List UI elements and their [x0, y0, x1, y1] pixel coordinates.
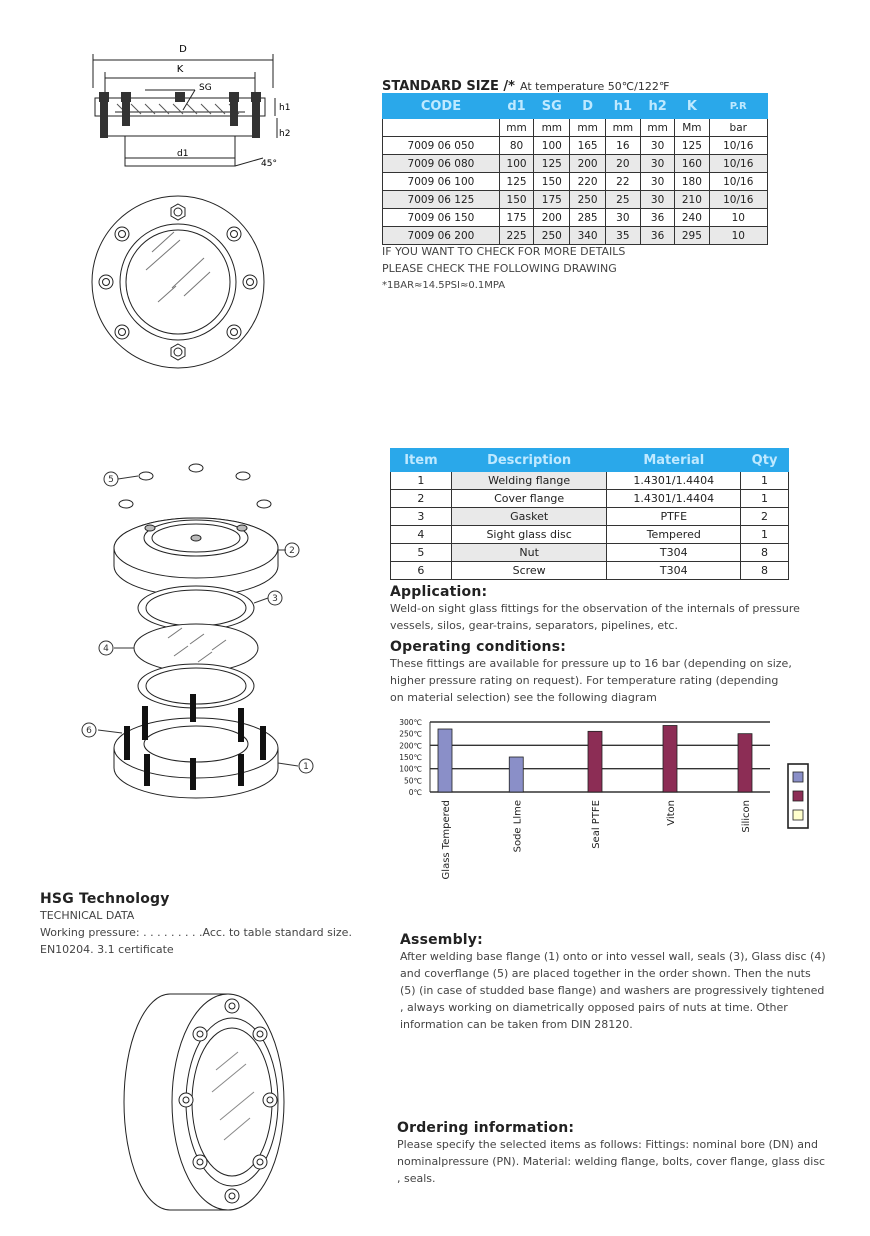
table-cell: 295 [675, 227, 709, 245]
y-tick-label: 100℃ [399, 764, 422, 774]
table-cell: Sight glass disc [451, 526, 607, 544]
table-cell: Mm [675, 119, 709, 137]
hsg-line: EN10204. 3.1 certificate [40, 943, 174, 956]
assembly-line: , always working on diametrically opposed pairs of nuts at time. Other [400, 1001, 788, 1014]
table-cell: mm [534, 119, 570, 137]
parts-table [390, 448, 789, 580]
column-header: P.R [709, 94, 767, 119]
table-cell: 10/16 [709, 155, 767, 173]
callout-6: 6 [86, 726, 92, 736]
column-header: d1 [499, 94, 533, 119]
table-cell: 125 [675, 137, 709, 155]
table-cell: 150 [534, 173, 570, 191]
y-tick-label: 250℃ [399, 729, 422, 739]
ordering-section [397, 1120, 837, 1187]
table-cell: 8 [741, 544, 789, 562]
y-tick-label: 300℃ [399, 718, 422, 727]
column-header: CODE [383, 94, 500, 119]
table-cell: 125 [499, 173, 533, 191]
table-cell: 10/16 [709, 191, 767, 209]
table-cell: mm [499, 119, 533, 137]
units-row [383, 119, 768, 137]
column-header: K [675, 94, 709, 119]
table-cell: 3 [391, 508, 452, 526]
table-cell: 5 [391, 544, 452, 562]
table-cell: 7009 06 050 [383, 137, 500, 155]
table-cell: 175 [499, 209, 533, 227]
table-cell: 16 [605, 137, 640, 155]
table-cell: mm [640, 119, 674, 137]
bar [663, 726, 677, 793]
table-row [391, 472, 789, 490]
label-d1: d1 [177, 149, 189, 159]
table-cell: T304 [607, 562, 741, 580]
table-cell: 340 [570, 227, 605, 245]
operating-section [390, 639, 820, 706]
note-line: *1BAR≈14.5PSI≈0.1MPA [382, 280, 506, 291]
table-row [383, 137, 768, 155]
table-cell: 6 [391, 562, 452, 580]
table-cell: 250 [534, 227, 570, 245]
table-cell: 160 [675, 155, 709, 173]
callout-3: 3 [272, 594, 278, 604]
ordering-line: Please specify the selected items as follows: Fittings: nominal bore (DN) and [397, 1138, 818, 1151]
table-cell: 30 [640, 173, 674, 191]
table-cell: 125 [534, 155, 570, 173]
callout-1: 1 [303, 762, 309, 772]
table-cell: 285 [570, 209, 605, 227]
table-cell: Cover flange [451, 490, 607, 508]
column-header: Material [607, 449, 741, 472]
bar [588, 731, 602, 792]
assembly-line: After welding base flange (1) onto or into vessel wall, seals (3), Glass disc (4) [400, 950, 826, 963]
table-row [391, 490, 789, 508]
assembly-section [400, 932, 840, 1033]
table-cell: Screw [451, 562, 607, 580]
table-header-row [391, 449, 789, 472]
callout-5: 5 [108, 475, 114, 485]
table-row [383, 173, 768, 191]
x-tick-label: Seal PTFE [591, 800, 602, 849]
table-cell: 1 [391, 472, 452, 490]
table-cell: 7009 06 080 [383, 155, 500, 173]
table-cell: Welding flange [451, 472, 607, 490]
table-header-row [383, 94, 768, 119]
column-header: D [570, 94, 605, 119]
table-cell: T304 [607, 544, 741, 562]
y-tick-label: 150℃ [399, 753, 422, 762]
table-cell: 20 [605, 155, 640, 173]
x-tick-label: Sode Llme [512, 800, 524, 853]
callout-2: 2 [289, 546, 295, 556]
table-cell: 165 [570, 137, 605, 155]
legend-swatch [793, 791, 803, 801]
y-tick-label: 200℃ [399, 741, 422, 751]
table-cell: 2 [391, 490, 452, 508]
table-row [383, 227, 768, 245]
column-header: SG [534, 94, 570, 119]
label-h1: h1 [279, 103, 291, 113]
flange-perspective-drawing [120, 990, 290, 1215]
cross-section-drawing [85, 38, 295, 173]
table-cell: 200 [570, 155, 605, 173]
ordering-title: Ordering information: [397, 1120, 575, 1136]
table-cell: 7009 06 200 [383, 227, 500, 245]
application-line: Weld-on sight glass fittings for the observation of the internals of pressure [390, 602, 800, 615]
table-cell: 220 [570, 173, 605, 191]
table-cell: 36 [640, 227, 674, 245]
table-cell [383, 119, 500, 137]
hsg-line: Working pressure: . . . . . . . . .Acc. to table standard size. [40, 926, 352, 939]
table-row [391, 508, 789, 526]
standard-size-title: STANDARD SIZE /* [382, 79, 515, 94]
table-cell: 240 [675, 209, 709, 227]
table-cell: 250 [570, 191, 605, 209]
application-line: vessels, silos, gear-trains, separators, pipelines, etc. [390, 619, 678, 632]
ordering-line: , seals. [397, 1172, 436, 1185]
table-cell: Nut [451, 544, 607, 562]
label-K: K [176, 64, 184, 75]
standard-size-table [382, 93, 768, 245]
operating-line: higher pressure rating on request). For temperature rating (depending [390, 674, 779, 687]
table-row [391, 562, 789, 580]
table-row [391, 526, 789, 544]
table-cell: 10 [709, 227, 767, 245]
x-tick-label: Silicon [741, 800, 752, 833]
table-row [383, 155, 768, 173]
standard-notes [382, 243, 625, 294]
table-cell: bar [709, 119, 767, 137]
table-cell: 100 [534, 137, 570, 155]
y-tick-label: 50℃ [404, 776, 422, 786]
operating-title: Operating conditions: [390, 639, 567, 655]
hsg-line: TECHNICAL DATA [40, 909, 135, 922]
assembly-line: and coverflange (5) are placed together in the order shown. Then the nuts [400, 967, 811, 980]
bar [738, 734, 752, 792]
hsg-title: HSG Technology [40, 891, 170, 907]
x-tick-label: Glass Tempered [441, 800, 452, 880]
table-cell: 36 [640, 209, 674, 227]
table-cell: 35 [605, 227, 640, 245]
table-cell: 10 [709, 209, 767, 227]
assembly-title: Assembly: [400, 932, 483, 948]
callout-4: 4 [103, 644, 109, 654]
column-header: h2 [640, 94, 674, 119]
x-tick-label: Viton [666, 800, 677, 826]
label-h2: h2 [279, 129, 291, 139]
exploded-view-drawing [78, 458, 328, 823]
table-cell: 80 [499, 137, 533, 155]
table-cell: 210 [675, 191, 709, 209]
application-title: Application: [390, 584, 488, 600]
table-cell: 1.4301/1.4404 [607, 472, 741, 490]
operating-line: These fittings are available for pressure up to 16 bar (depending on size, [390, 657, 792, 670]
table-cell: 1 [741, 490, 789, 508]
table-cell: 1.4301/1.4404 [607, 490, 741, 508]
label-D: D [179, 44, 187, 55]
table-cell: 10/16 [709, 137, 767, 155]
note-line: PLEASE CHECK THE FOLLOWING DRAWING [382, 262, 617, 275]
legend-swatch [793, 810, 803, 820]
table-cell: mm [570, 119, 605, 137]
flange-front-view [88, 192, 268, 372]
hsg-section [40, 891, 380, 958]
table-cell: 30 [605, 209, 640, 227]
assembly-line: information can be taken from DIN 28120. [400, 1018, 633, 1031]
bar [438, 729, 452, 792]
table-cell: 225 [499, 227, 533, 245]
label-SG: SG [199, 83, 212, 93]
table-cell: 200 [534, 209, 570, 227]
table-cell: 150 [499, 191, 533, 209]
table-cell: 30 [640, 137, 674, 155]
legend-swatch [793, 772, 803, 782]
table-cell: 30 [640, 191, 674, 209]
note-line: IF YOU WANT TO CHECK FOR MORE DETAILS [382, 245, 626, 258]
table-cell: 100 [499, 155, 533, 173]
table-cell: 7009 06 100 [383, 173, 500, 191]
column-header: Item [391, 449, 452, 472]
table-cell: PTFE [607, 508, 741, 526]
application-section [390, 584, 820, 634]
table-cell: 175 [534, 191, 570, 209]
assembly-line: (5) (in case of studded base flange) and washers are progressively tightened [400, 984, 825, 997]
table-cell: 30 [640, 155, 674, 173]
table-cell: 1 [741, 526, 789, 544]
table-cell: 1 [741, 472, 789, 490]
table-cell: Gasket [451, 508, 607, 526]
ordering-line: nominalpressure (PN). Material: welding flange, bolts, cover flange, glass disc [397, 1155, 826, 1168]
table-cell: 10/16 [709, 173, 767, 191]
label-angle: 45° [261, 159, 277, 169]
table-cell: 22 [605, 173, 640, 191]
standard-size-subtitle: At temperature 50℃/122℉ [520, 80, 670, 93]
column-header: Description [451, 449, 607, 472]
table-cell: 4 [391, 526, 452, 544]
column-header: Qty [741, 449, 789, 472]
table-cell: Tempered [607, 526, 741, 544]
table-cell: mm [605, 119, 640, 137]
table-cell: 180 [675, 173, 709, 191]
table-cell: 2 [741, 508, 789, 526]
table-cell: 7009 06 125 [383, 191, 500, 209]
table-cell: 8 [741, 562, 789, 580]
table-row [383, 191, 768, 209]
standard-size-heading [382, 75, 802, 94]
column-header: h1 [605, 94, 640, 119]
table-cell: 7009 06 150 [383, 209, 500, 227]
table-cell: 25 [605, 191, 640, 209]
temperature-chart [390, 712, 820, 892]
operating-line: on material selection) see the following diagram [390, 691, 657, 704]
bar [509, 757, 523, 792]
table-row [391, 544, 789, 562]
table-row [383, 209, 768, 227]
y-tick-label: 0℃ [408, 788, 422, 797]
